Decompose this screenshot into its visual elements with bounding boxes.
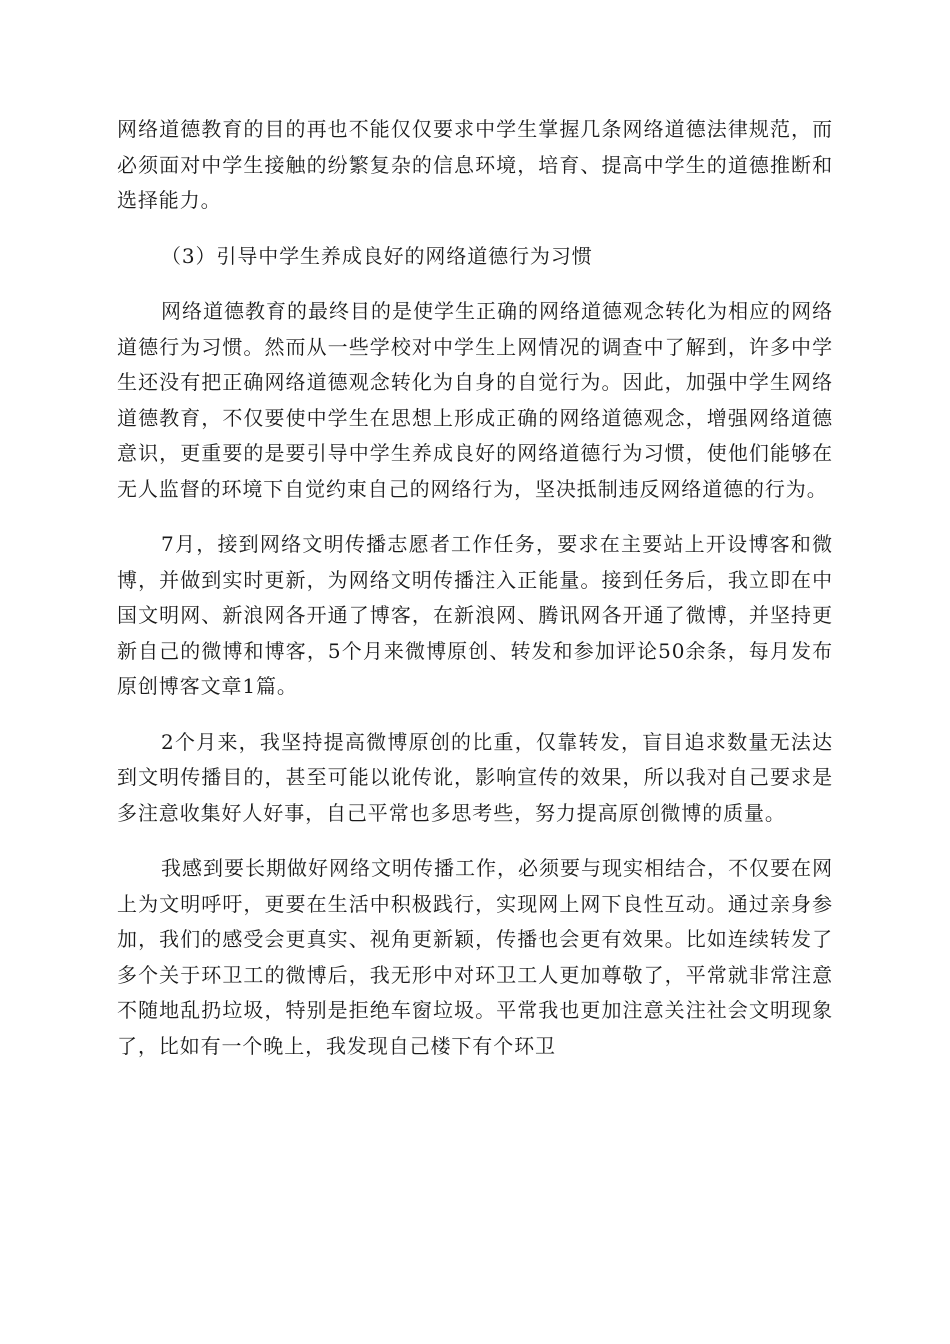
- section-heading-3: （3）引导中学生养成良好的网络道德行为习惯: [161, 243, 593, 268]
- document-body: [117, 112, 833, 1064]
- paragraph-moral-judgment: 网络道德教育的目的再也不能仅仅要求中学生掌握几条网络道德法律规范，而必须面对中学生接触的纷繁复杂的信息环境，培育、提高中学生的道德推断和选择能力。: [117, 117, 833, 212]
- paragraph-online-offline: 我感到要长期做好网络文明传播工作，必须要与现实相结合，不仅要在网上为文明呼吁，更要在生活中积极践行，实现网上网下良性互动。通过亲身参加，我们的感受会更真实、视角更新颖，传播也会更有效果。比如连续转发了多个关于环卫工的微博后，我无形中对环卫工人更加尊敬了，平常就非常注意不随地乱扔垃圾，特别是拒绝车窗垃圾。平常我也更加注意关注社会文明现象了，比如有一个晚上，我发现自己楼下有个环卫: [117, 856, 833, 1058]
- paragraph-volunteer-task: 7月，接到网络文明传播志愿者工作任务，要求在主要站上开设博客和微博，并做到实时更新，为网络文明传播注入正能量。接到任务后，我立即在中国文明网、新浪网各开通了博客，在新浪网、腾讯网各开通了微博，并坚持更新自己的微博和博客，5个月来微博原创、转发和参加评论50余条，每月发布原创博客文章1篇。: [117, 532, 833, 698]
- paragraph-behavior-habits: 网络道德教育的最终目的是使学生正确的网络道德观念转化为相应的网络道德行为习惯。然而从一些学校对中学生上网情况的调查中了解到，许多中学生还没有把正确网络道德观念转化为自身的自觉行为。因此，加强中学生网络道德教育，不仅要使中学生在思想上形成正确的网络道德观念，增强网络道德意识，更重要的是要引导中学生养成良好的网络道德行为习惯，使他们能够在无人监督的环境下自觉约束自己的网络行为，坚决抵制违反网络道德的行为。: [117, 299, 833, 501]
- paragraph-original-weibo: 2个月来，我坚持提高微博原创的比重，仅靠转发，盲目追求数量无法达到文明传播目的，甚至可能以讹传讹，影响宣传的效果，所以我对自己要求是多注意收集好人好事，自己平常也多思考些，努力提高原创微博的质量。: [117, 729, 833, 825]
